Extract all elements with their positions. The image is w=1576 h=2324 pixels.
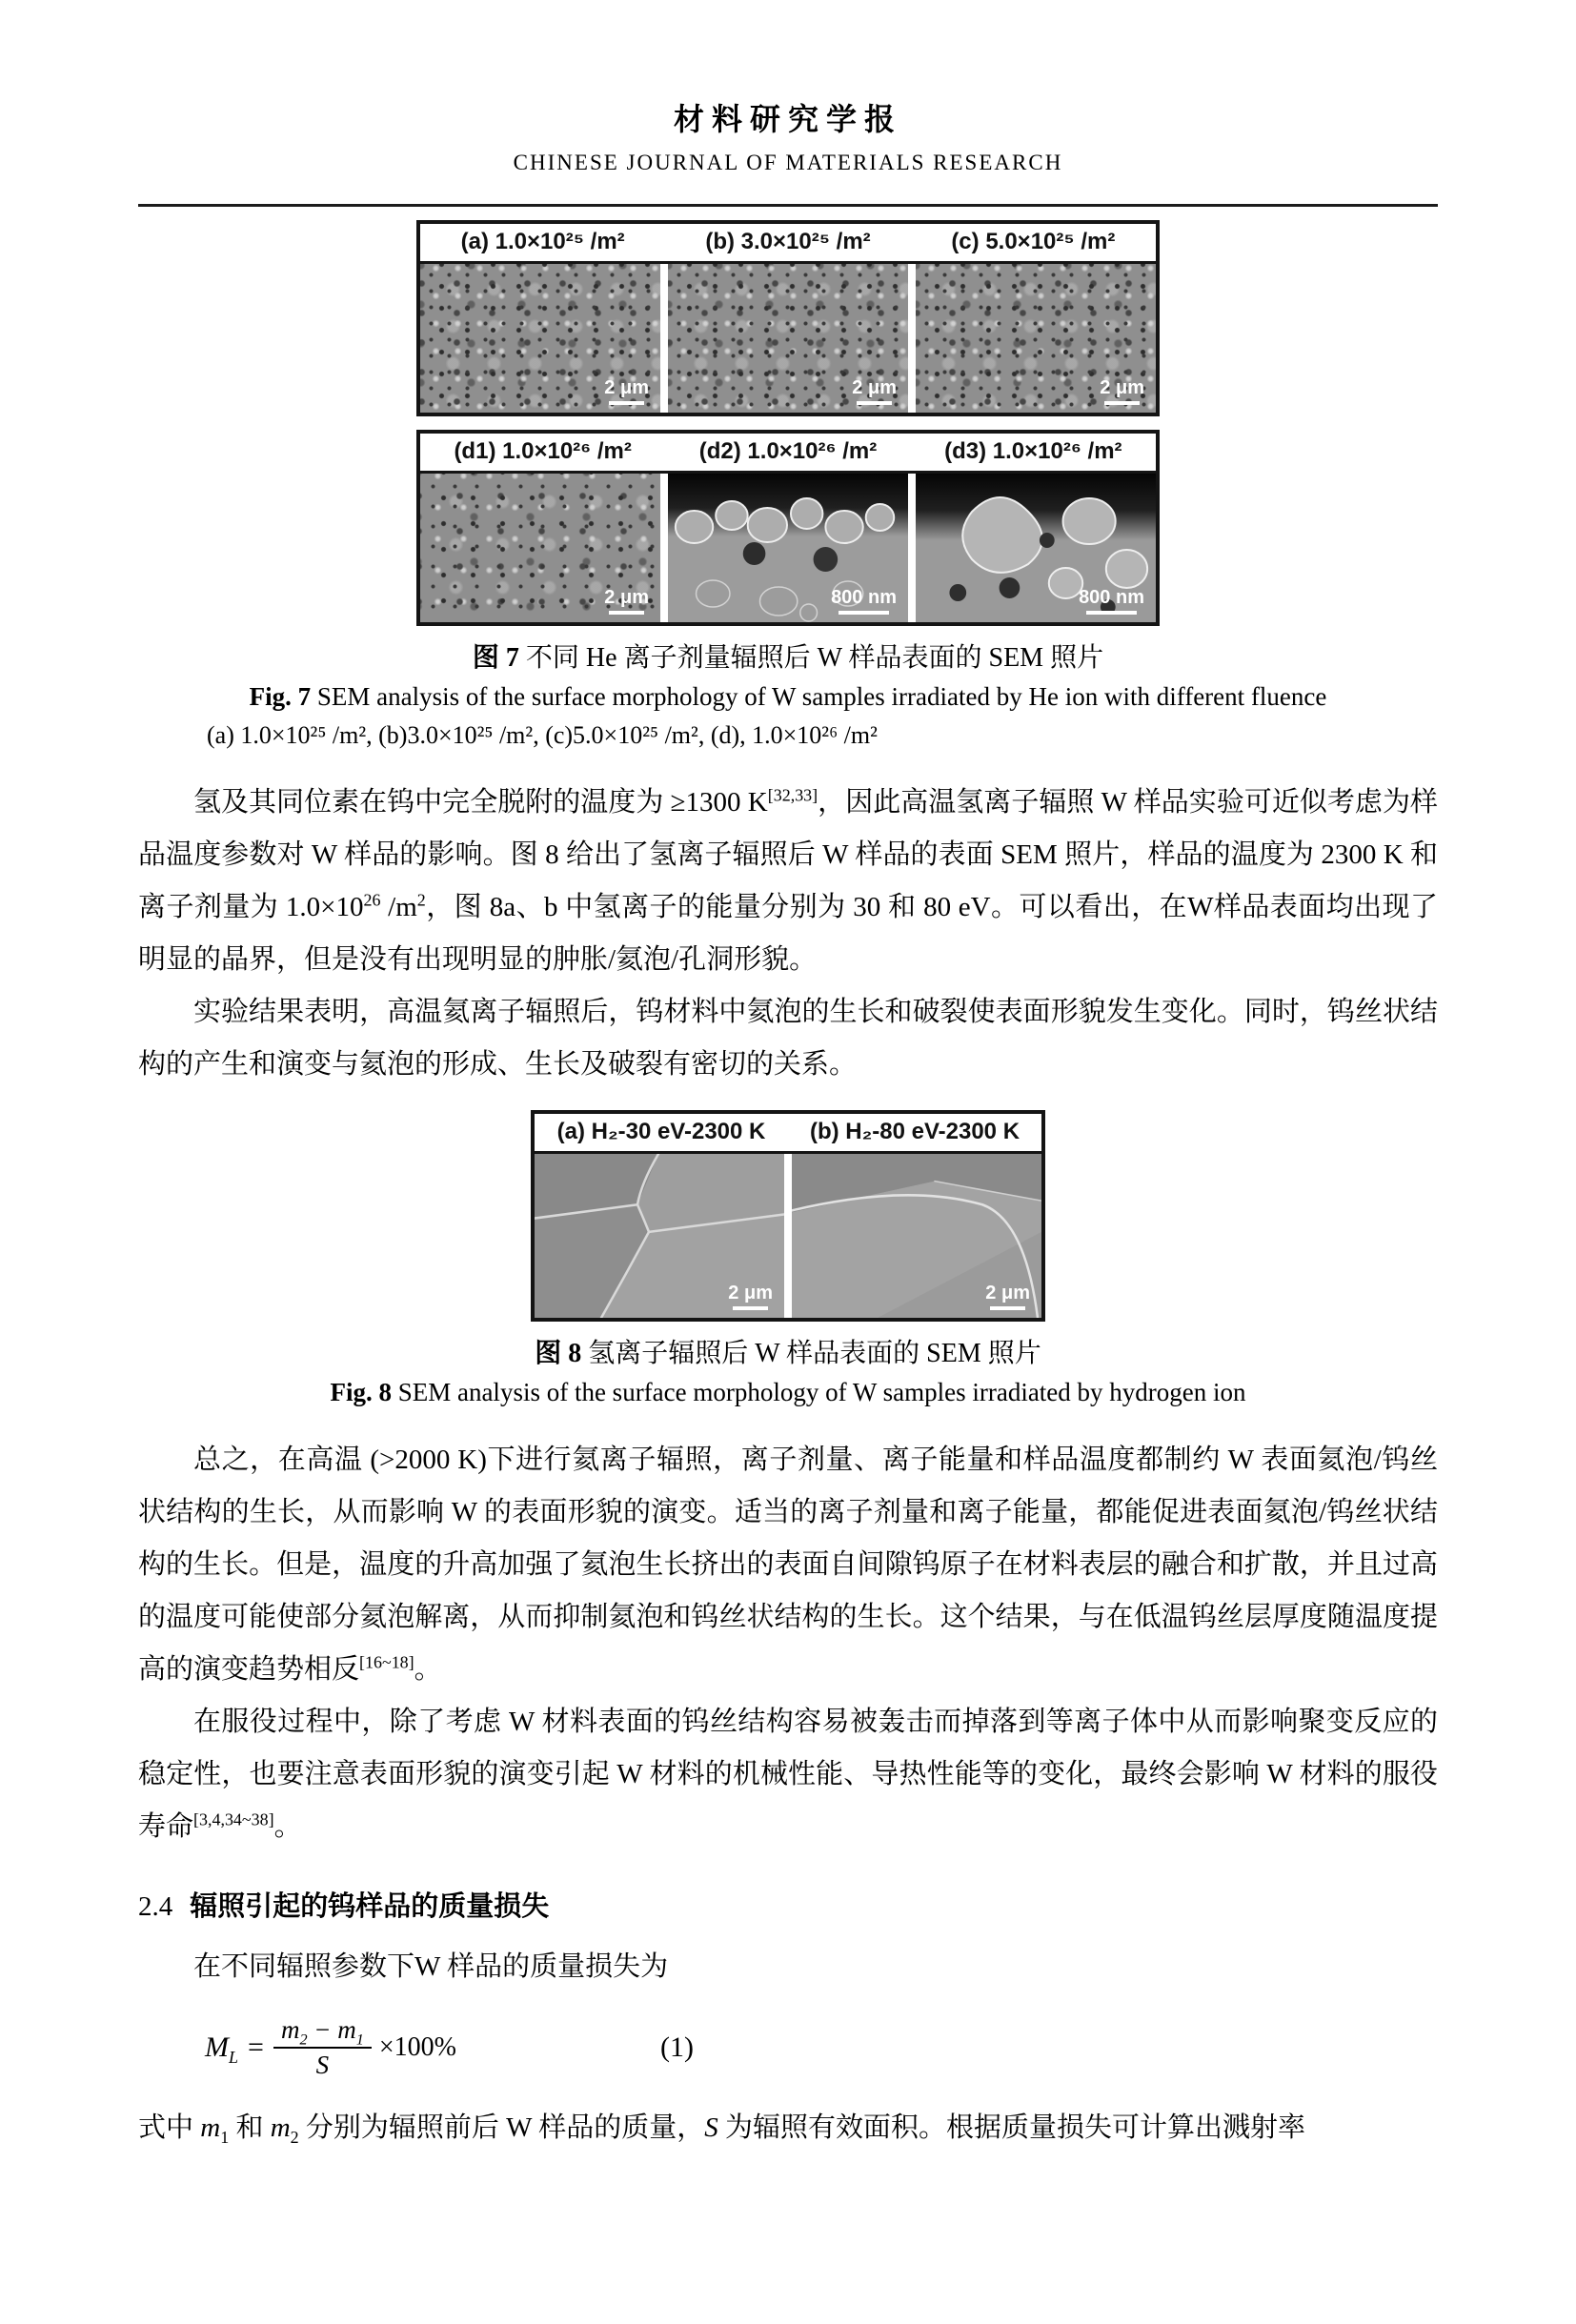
journal-title-chinese: 材料研究学报 [673, 102, 902, 136]
text-segment: 在服役过程中，除了考虑 W 材料表面的钨丝结构容易被轰击而掉落到等离子体中从而影响聚变反应的稳定性，也要注意表面形貌的演变引起 W 材料的机械性能、导热性能等的变化，最终会影响 W 材料的服役寿命 [138, 1707, 1438, 1842]
equation-number: (1) [660, 2031, 694, 2063]
scale-bar-label: 2 μm [852, 377, 897, 398]
fig7-label-c: (c) 5.0×10²⁵ /m² [951, 229, 1116, 254]
fig8-label-a: (a) H₂-30 eV-2300 K [556, 1119, 766, 1144]
text-segment: 实验结果表明，高温氦离子辐照后，钨材料中氦泡的生长和破裂使表面形貌发生变化。同时，钨丝状结构的产生和演变与氦泡的形成、生长及破裂有密切的关系。 [138, 997, 1438, 1080]
fig7-label-a: (a) 1.0×10²⁵ /m² [460, 229, 625, 254]
fig7-label-d1: (d1) 1.0×10²⁶ /m² [454, 438, 632, 464]
text-segment: [3,4,34~38] [193, 1809, 274, 1829]
equation-multiplier: ×100% [378, 2032, 456, 2062]
scale-bar-line [609, 401, 643, 405]
section-heading-2-4 [138, 1886, 1438, 1928]
journal-title-english: CHINESE JOURNAL OF MATERIALS RESEARCH [513, 151, 1063, 174]
equation-equals: = [248, 2031, 264, 2063]
scale-bar-label: 2 μm [604, 377, 649, 398]
fig7-caption-cn-label: 图 7 [472, 643, 519, 673]
numerator-sub1: 1 [355, 2031, 364, 2049]
sem-image-b [668, 264, 908, 413]
scale-bar-line [839, 611, 890, 615]
scale-bar [1079, 588, 1144, 615]
sem-image-a [420, 264, 660, 413]
fig8-caption-chinese [138, 1335, 1438, 1373]
figure-8-panel [531, 1110, 1045, 1322]
fig8-caption-cn-label: 图 8 [535, 1339, 582, 1368]
text-segment: 式中 [138, 2112, 201, 2143]
text-segment: ，图 8a、b 中氢离子的能量分别为 30 和 80 eV。可以看出，在W样品表面均出现了明显的晶界，但是没有出现明显的肿胀/氦泡/孔洞形貌。 [138, 892, 1439, 975]
equation-1 [205, 2007, 1438, 2089]
text-segment: m [270, 2112, 291, 2143]
figure-7-row-1-images [420, 264, 1156, 413]
body-paragraph [138, 1696, 1438, 1853]
fig7-caption-english [138, 677, 1438, 716]
section-title: 辐照引起的钨样品的质量损失 [190, 1891, 550, 1922]
numerator-m1: m [337, 2015, 356, 2044]
scale-bar [604, 588, 649, 615]
equation-fraction [273, 2015, 372, 2080]
text-segment: 总之，在高温 (>2000 K)下进行氦离子辐照，离子剂量、离子能量和样品温度都制约 W 表面氦泡/钨丝状结构的生长，从而影响 W 的表面形貌的演变。适当的离子剂量和离子能量，都能促进表面氦泡/钨丝状结构的生长。但是，温度的升高加强了氦泡生长挤出的表面自间隙钨原子在材料表层的融合和扩散，并且过高的温度可能使部分氦泡解离，从而抑制氦泡和钨丝状结构的生长。这个结果，与在低温钨丝层厚度随温度提高的演变趋势相反 [138, 1445, 1438, 1685]
scale-bar [728, 1283, 773, 1310]
figure-7-row-2-images [420, 474, 1156, 622]
equation-lhs-base: M [205, 2031, 229, 2063]
figure-7-row-1-labels [420, 224, 1156, 264]
paragraph-group-top [138, 777, 1438, 1091]
figure-7-row-2 [416, 430, 1160, 626]
fig8-caption-english [138, 1373, 1438, 1411]
figure-7-caption [138, 639, 1438, 754]
text-segment: 和 [229, 2112, 271, 2143]
text-segment: 1 [220, 2127, 230, 2147]
text-segment: 为辐照有效面积。根据质量损失可计算出溅射率 [717, 2112, 1306, 2143]
body-paragraph [138, 986, 1438, 1091]
scale-bar-label: 800 nm [1079, 587, 1144, 608]
scale-bar-line [733, 1306, 767, 1310]
sem-image-c [916, 264, 1156, 413]
text-segment: [32,33] [767, 785, 818, 805]
scale-bar-line [1104, 401, 1139, 405]
scale-bar [852, 378, 897, 405]
fig7-label-b: (b) 3.0×10²⁵ /m² [705, 229, 871, 254]
text-segment: m [200, 2112, 221, 2143]
figure-7-row-2-labels [420, 434, 1156, 474]
body-paragraph [138, 2102, 1438, 2154]
journal-page [0, 95, 1576, 2324]
text-segment: ，因此高温氢离子辐照 W 样品实验可近似考虑为样品温度参数对 W 样品的影响。图 8 给出了氢离子辐照后 W 样品的表面 SEM 照片，样品的温度为 2300 K 和离子剂量为 1.0×10 [138, 787, 1438, 922]
sem-image-d1 [420, 474, 660, 622]
sem-image-h80 [792, 1154, 1041, 1318]
sem-image-h30 [535, 1154, 784, 1318]
paragraph-group-mid [138, 1434, 1438, 1853]
paragraph-group-closing [138, 2102, 1438, 2154]
fig8-caption-cn-text: 氢离子辐照后 W 样品表面的 SEM 照片 [581, 1339, 1041, 1368]
fig8-caption-en-label: Fig. 8 [330, 1378, 392, 1406]
scale-bar [604, 378, 649, 405]
text-segment: /m [380, 892, 417, 922]
scale-bar-label: 2 μm [604, 587, 649, 608]
scale-bar-line [609, 611, 643, 615]
equation-intro: 在不同辐照参数下W 样品的质量损失为 [193, 1951, 669, 1982]
text-segment: S [704, 2112, 718, 2143]
fig8-caption-en-text: SEM analysis of the surface morphology of W samples irradiated by hydrogen ion [391, 1378, 1246, 1406]
figure-7-row-1 [416, 220, 1160, 416]
section-number: 2.4 [138, 1891, 173, 1922]
fig7-label-d3: (d3) 1.0×10²⁶ /m² [944, 438, 1122, 464]
text-segment: 。 [273, 1811, 302, 1842]
fig7-caption-en-text: SEM analysis of the surface morphology of W samples irradiated by He ion with different fluence [311, 682, 1327, 711]
page-header [138, 95, 1438, 207]
text-segment: 氢及其同位素在钨中完全脱附的温度为 ≥1300 K [193, 787, 768, 818]
body-paragraph [138, 1434, 1438, 1696]
body-paragraph [138, 777, 1438, 986]
numerator-m2: m [280, 2015, 300, 2044]
figure-7 [207, 220, 1327, 754]
fig7-caption-chinese [138, 639, 1438, 677]
fig7-label-d2: (d2) 1.0×10²⁶ /m² [698, 438, 878, 464]
text-segment: 分别为辐照前后 W 样品的质量， [298, 2112, 705, 2143]
equation-denominator: S [315, 2051, 330, 2079]
scale-bar-line [990, 1306, 1024, 1310]
text-segment: 2 [416, 890, 426, 910]
scale-bar-label: 2 μm [1100, 377, 1144, 398]
scale-bar-label: 2 μm [728, 1283, 773, 1303]
figure-8-images [535, 1154, 1041, 1318]
scale-bar-label: 800 nm [831, 587, 897, 608]
sem-image-d2 [668, 474, 908, 622]
text-segment: 26 [363, 890, 381, 910]
fig7-caption-en-label: Fig. 7 [249, 682, 312, 711]
text-segment: 2 [290, 2127, 299, 2147]
header-divider [138, 204, 1438, 207]
figure-8-caption [138, 1335, 1438, 1411]
fig7-caption-cn-text: 不同 He 离子剂量辐照后 W 样品表面的 SEM 照片 [518, 643, 1104, 673]
text-segment: 。 [414, 1654, 442, 1685]
equation-lhs [205, 2031, 239, 2067]
figure-8 [330, 1110, 1246, 1411]
equation-numerator [273, 2015, 372, 2049]
scale-bar-label: 2 μm [985, 1283, 1030, 1303]
fig7-caption-conditions: (a) 1.0×10²⁵ /m², (b)3.0×10²⁵ /m², (c)5.0×10²⁵ /m², (d), 1.0×10²⁶ /m² [207, 721, 878, 749]
sem-image-d3 [916, 474, 1156, 622]
figure-8-labels [535, 1114, 1041, 1154]
scale-bar-line [857, 401, 891, 405]
text-segment: [16~18] [359, 1652, 414, 1672]
scale-bar [985, 1283, 1030, 1310]
numerator-sub2: 2 [299, 2031, 308, 2049]
equation-lhs-subscript: L [229, 2048, 239, 2067]
scale-bar [1100, 378, 1144, 405]
scale-bar [831, 588, 897, 615]
fig8-label-b: (b) H₂-80 eV-2300 K [809, 1119, 1020, 1144]
numerator-minus: − [307, 2015, 338, 2044]
scale-bar-line [1086, 611, 1138, 615]
